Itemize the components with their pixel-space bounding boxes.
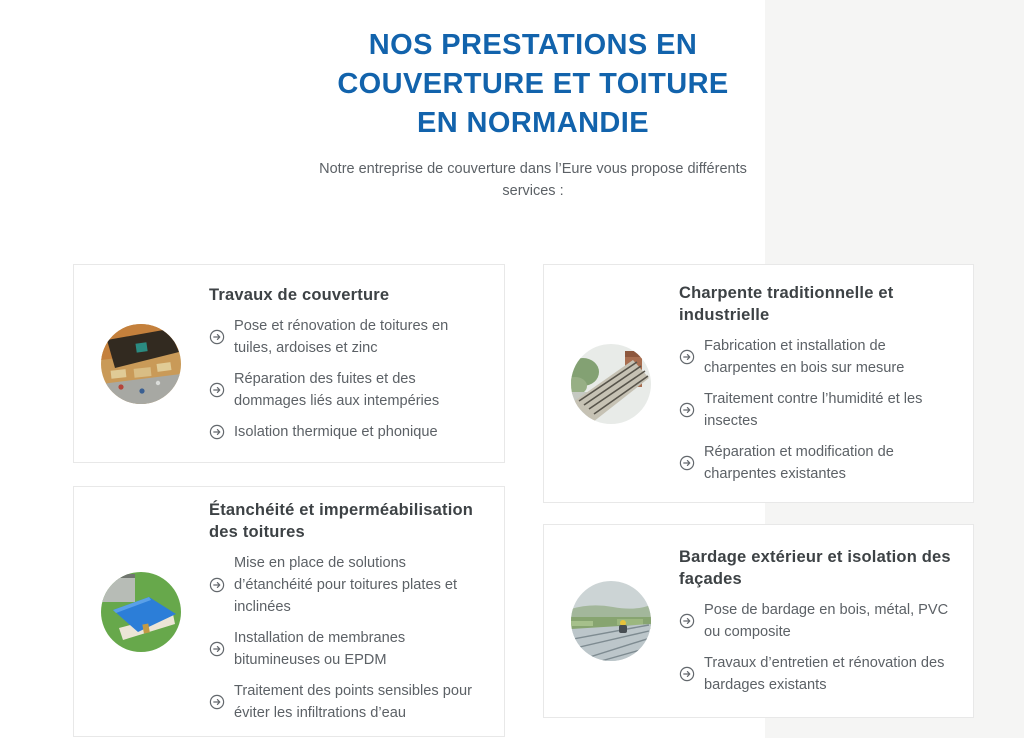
list-item-text: Pose de bardage en bois, métal, PVC ou composite — [704, 602, 949, 640]
arrow-right-circle-icon — [209, 641, 225, 657]
arrow-right-circle-icon — [679, 349, 695, 365]
card-title: Étanchéité et imperméabilisation des toitures — [209, 501, 474, 541]
list-item — [679, 441, 951, 485]
service-card-couverture — [73, 264, 505, 463]
arrow-right-circle-icon — [209, 382, 225, 398]
arrow-right-circle-icon — [209, 694, 225, 710]
list-item-text: Traitement des points sensibles pour éviter les infiltrations d’eau — [234, 683, 472, 721]
list-item-text: Fabrication et installation de charpentes en bois sur mesure — [704, 338, 905, 376]
card-title: Charpente traditionnelle et industrielle — [679, 284, 894, 324]
arrow-right-circle-icon — [209, 329, 225, 345]
list-item — [209, 627, 482, 671]
page-title-line: COUVERTURE ET TOITURE — [337, 68, 729, 100]
service-card-charpente — [543, 264, 974, 503]
arrow-right-circle-icon — [209, 424, 225, 440]
roofer-on-cladding-photo — [571, 581, 651, 661]
card-service-list — [679, 599, 951, 696]
list-item — [209, 421, 482, 443]
card-title: Bardage extérieur et isolation des façades — [679, 548, 951, 588]
service-card-etancheite — [73, 486, 505, 737]
list-item — [679, 335, 951, 379]
card-service-list — [209, 552, 482, 724]
list-item-text: Réparation et modification de charpentes existantes — [704, 444, 894, 482]
service-card-bardage — [543, 524, 974, 718]
page-subtitle: Notre entreprise de couverture dans l’Eure vous propose différents services : — [319, 161, 747, 199]
card-service-list — [209, 315, 482, 443]
page-title-line: EN NORMANDIE — [417, 107, 649, 139]
list-item-text: Mise en place de solutions d’étanchéité pour toitures plates et inclinées — [234, 555, 458, 615]
list-item — [209, 552, 482, 618]
aerial-roof-construction-photo — [101, 324, 181, 404]
list-item — [679, 388, 951, 432]
list-item-text: Installation de membranes bitumineuses ou EPDM — [234, 630, 406, 668]
arrow-right-circle-icon — [679, 402, 695, 418]
list-item-text: Traitement contre l’humidité et les insectes — [704, 391, 923, 429]
arrow-right-circle-icon — [679, 666, 695, 682]
list-item — [209, 368, 482, 412]
timber-frame-roof-photo — [571, 344, 651, 424]
list-item — [679, 599, 951, 643]
list-item-text: Réparation des fuites et des dommages liés aux intempéries — [234, 371, 440, 409]
list-item-text: Pose et rénovation de toitures en tuiles, ardoises et zinc — [234, 318, 449, 356]
list-item-text: Isolation thermique et phonique — [234, 424, 438, 440]
arrow-right-circle-icon — [679, 613, 695, 629]
card-service-list — [679, 335, 951, 485]
list-item — [679, 652, 951, 696]
list-item — [209, 315, 482, 359]
card-title: Travaux de couverture — [209, 286, 390, 304]
blue-tarp-roof-photo — [101, 572, 181, 652]
arrow-right-circle-icon — [209, 577, 225, 593]
services-header — [73, 26, 993, 202]
arrow-right-circle-icon — [679, 455, 695, 471]
page-title-line: NOS PRESTATIONS EN — [368, 29, 698, 61]
list-item-text: Travaux d’entretien et rénovation des bardages existants — [704, 655, 945, 693]
page-title — [73, 26, 993, 143]
list-item — [209, 680, 482, 724]
